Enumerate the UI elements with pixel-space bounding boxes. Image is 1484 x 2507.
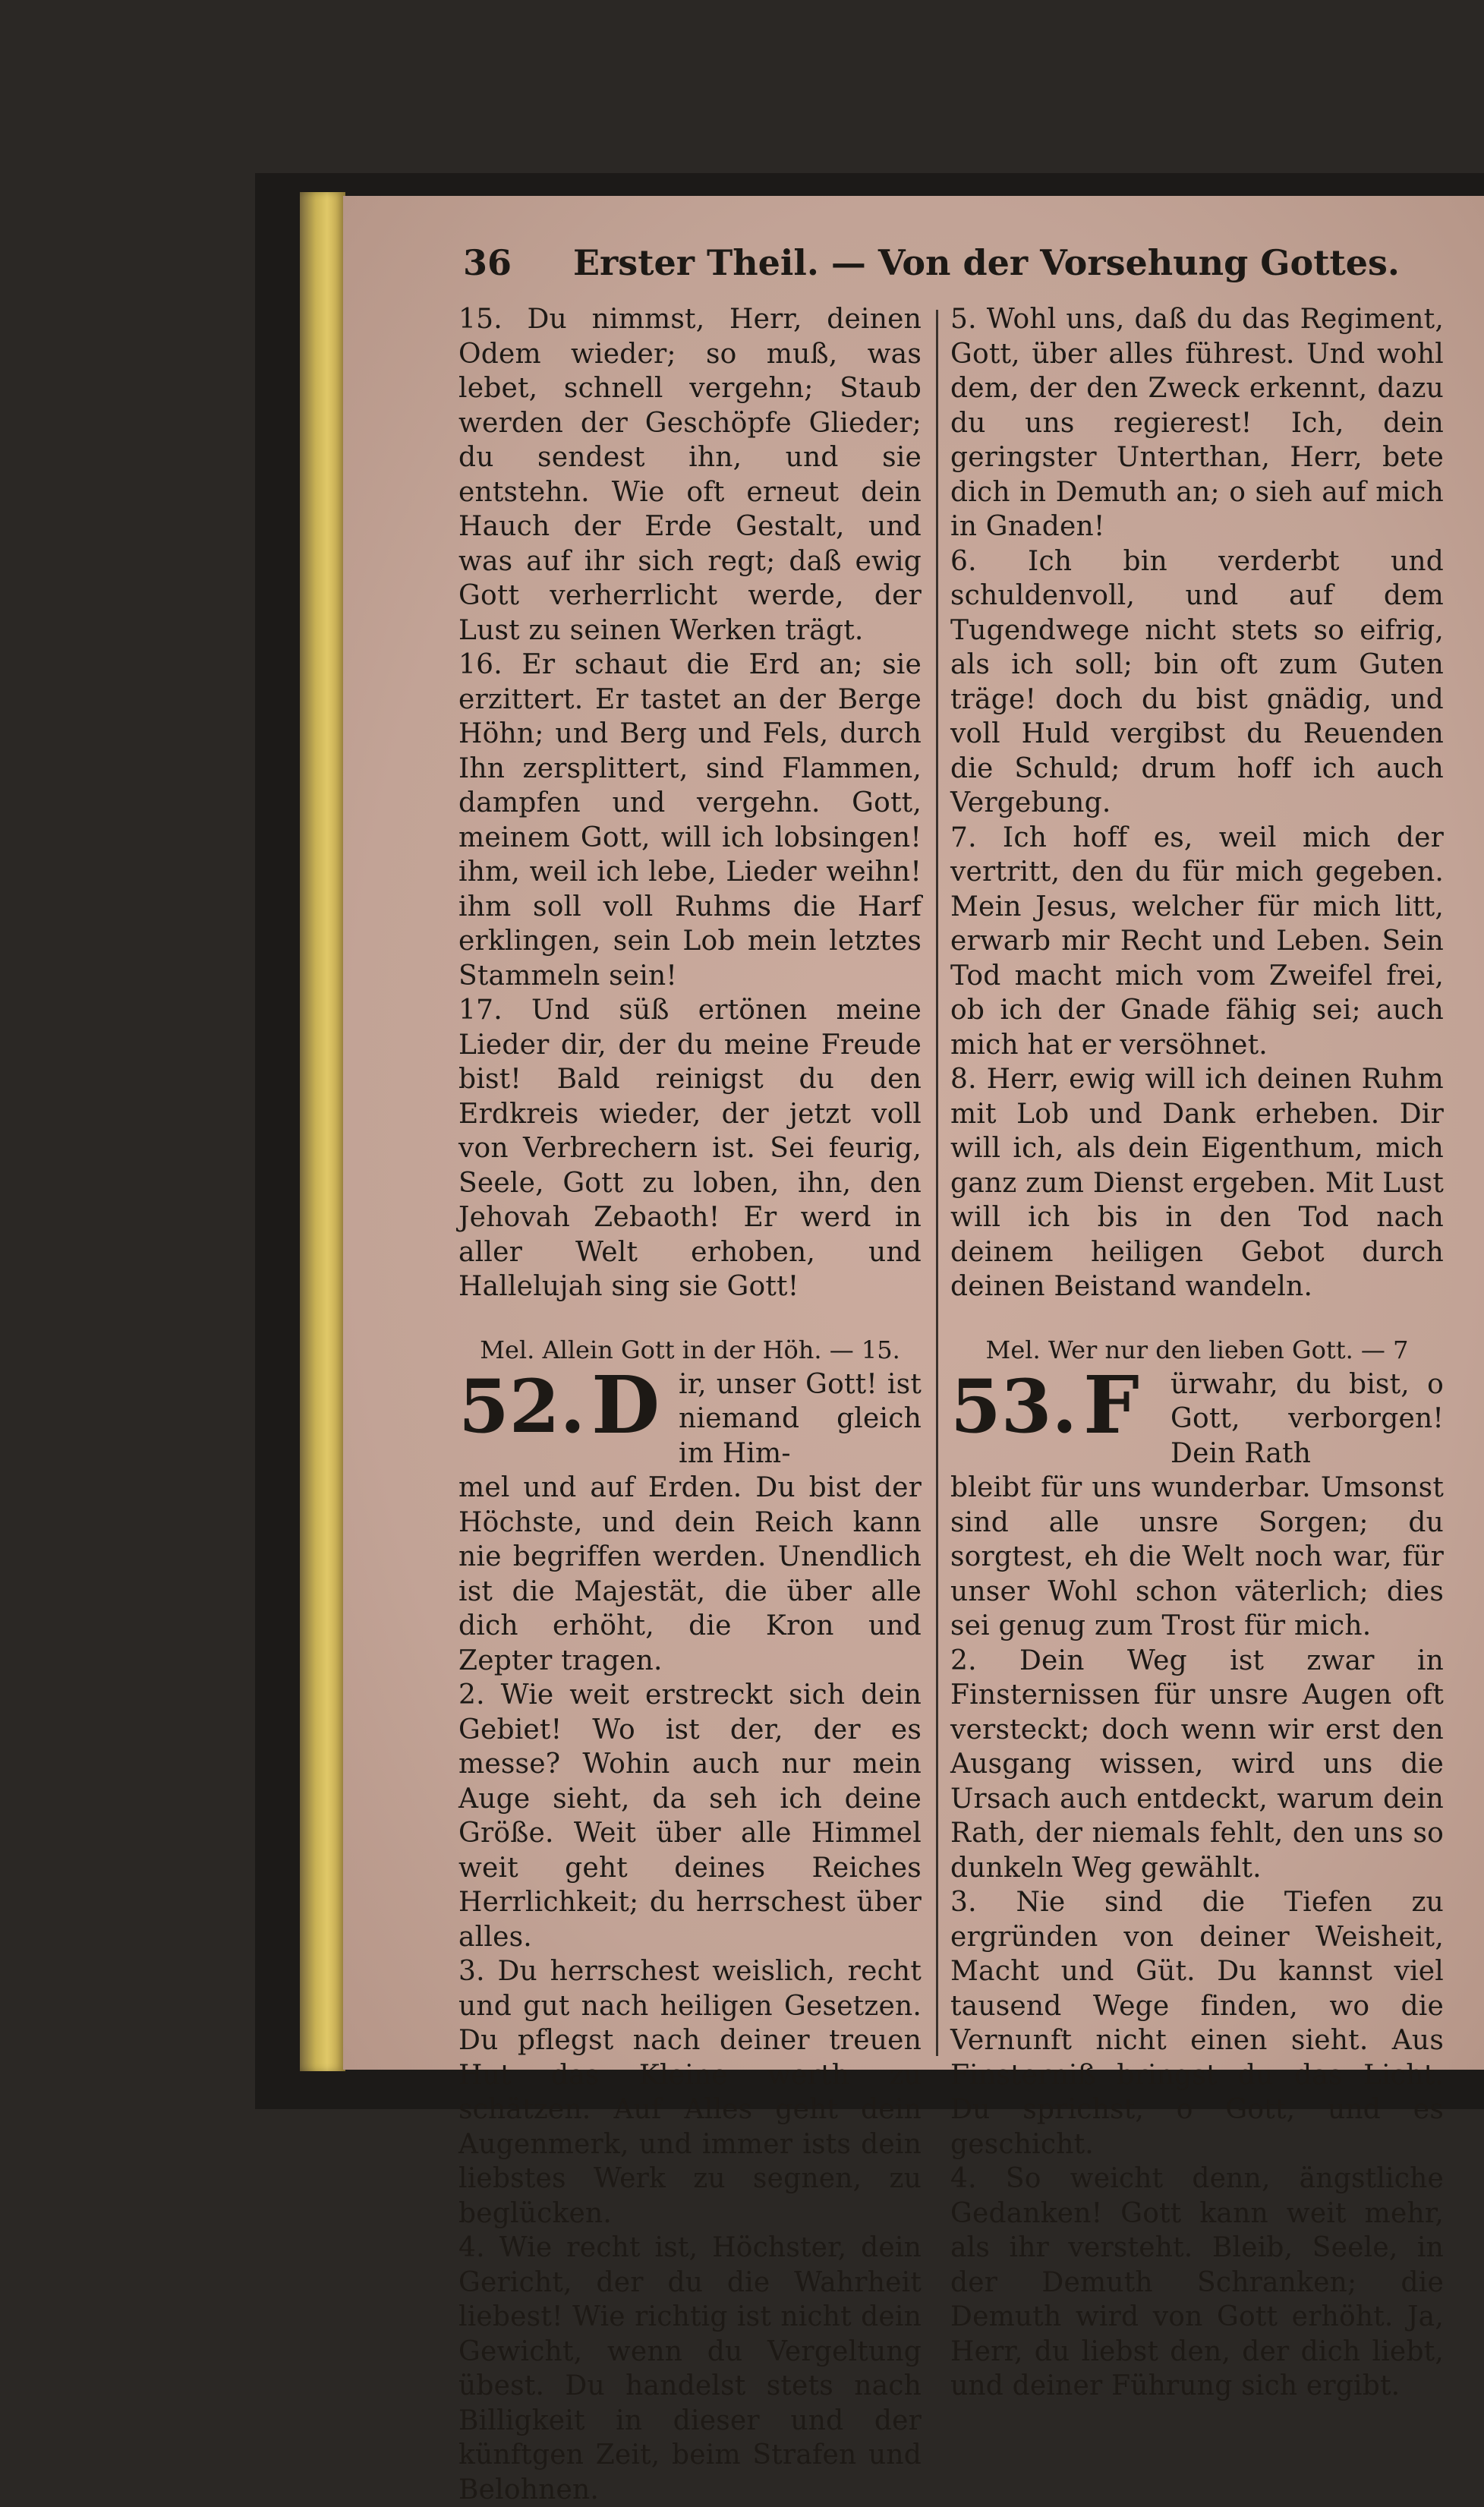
column-divider [936,310,938,2056]
hymn-52-verse-3: 3. Du herrschest weislich, recht und gut nach heiligen Gesetzen. Du pflegst nach deiner treuen Hut das Kleine werth zu schätzen. Auf Alles geht dein Augenmerk, und immer ists dein liebstes Werk zu segnen, zu beglücken. [458,1956,922,2229]
verse-6: 6. Ich bin verderbt und schuldenvoll, und auf dem Tugendwege nicht stets so eifrig, als ich soll; bin oft zum Guten träge! doch du bist gnädig, und voll Huld vergibst du Reuenden die Schuld; drum hoff ich auch Vergebung. [950,545,1444,818]
hymn-53-dropcap: F [1083,1358,1139,1452]
hymn-53-opening [950,1358,1444,1644]
page-number: 36 [463,242,512,283]
running-title: Erster Theil. — Von der Vorsehung Gottes. [573,242,1400,283]
hymn-52-dropcap: D [591,1358,660,1452]
hymn-53-verse-2: 2. Dein Weg ist zwar in Finsternissen für unsre Augen oft versteckt; doch wenn wir erst den Ausgang wissen, wird uns die Ursach auch entdeckt, warum dein Rath, der niemals fehlt, den uns so dunkeln Weg gewählt. [950,1645,1444,1884]
hymn-53-first-line: ürwahr, du bist, o Gott, verborgen! Dein Rath [1171,1368,1444,1469]
hymn-number-52: 52. [458,1363,586,1449]
hymn-52-first-line: ir, unser Gott! ist niemand gleich im Him- [679,1368,922,1469]
hymn-52-verse-2: 2. Wie weit erstreckt sich dein Gebiet! Wo ist der, der es messe? Wohin auch nur mein Auge sieht, da seh ich deine Größe. Weit über alle Himmel weit geht deines Reiches Herrlichkeit; du herrschest über alles. [458,1679,922,1953]
melody-line-52: Mel. Allein Gott in der Höh. — 15. [480,1335,900,1364]
hymn-52-opening [458,1358,922,1679]
left-column [458,302,922,2507]
verse-17: 17. Und süß ertönen meine Lieder dir, der du meine Freude bist! Bald reinigst du den Erdkreis wieder, der jetzt voll von Verbrechern ist. Sei feurig, Seele, Gott zu loben, ihn, den Jehovah Zebaoth! Er werd in aller Welt erhoben, und Hallelujah sing sie Gott! [458,995,922,1302]
hymn-52-verse-4: 4. Wie recht ist, Höchster, dein Gericht, der du die Wahrheit liebest! Wie richtig ist nicht dein Gewicht, wenn du Vergeltung übest. Du handelst stets nach Billigkeit in dieser und der künftgen Zeit, beim Strafen und Belohnen. [458,2232,922,2505]
verse-15: 15. Du nimmst, Herr, deinen Odem wieder; so muß, was lebet, schnell vergehn; Staub werden der Geschöpfe Glieder; du sendest ihn, und sie entstehn. Wie oft erneut dein Hauch der Erde Gestalt, und was auf ihr sich regt; daß ewig Gott verherrlicht werde, der Lust zu seinen Werken trägt. [458,304,922,646]
verse-7: 7. Ich hoff es, weil mich der vertritt, den du für mich gegeben. Mein Jesus, welcher für mich litt, erwarb mir Recht und Leben. Sein Tod macht mich vom Zweifel frei, ob ich der Gnade fähig sei; auch mich hat er versöhnet. [950,821,1444,1061]
verse-16: 16. Er schaut die Erd an; sie erzittert. Er tastet an der Berge Höhn; und Berg und Fels, durch Ihn zersplittert, sind Flammen, dampfen und vergehn. Gott, meinem Gott, will ich lobsingen! ihm, weil ich lebe, Lieder weihn! ihm soll voll Ruhms die Harf erklingen, sein Lob mein letztes Stammeln sein! [458,649,922,992]
hymn-52-verse-1: mel und auf Erden. Du bist der Höchste, und dein Reich kann nie begriffen werden. Unendlich ist die Majestät, die über alle dich erhöht, die Kron und Zepter tragen. [458,1472,922,1676]
hymn-53-verse-4: 4. So weicht denn, ängstliche Gedanken! Gott kann weit mehr, als ihr versteht. Bleib, Seele, in der Demuth Schranken; die Demuth wird von Gott erhöht. Ja, Herr, du liebst den, der dich liebt, und deiner Führung sich ergibt. [950,2163,1444,2401]
verse-8: 8. Herr, ewig will ich deinen Ruhm mit Lob und Dank erheben. Dir will ich, als dein Eigenthum, mich ganz zum Dienst ergeben. Mit Lust will ich bis in den Tod nach deinem heiligen Gebot durch deinen Beistand wandeln. [950,1064,1444,1302]
book-page [343,196,1484,2505]
hymn-53-verse-3: 3. Nie sind die Tiefen zu ergründen von deiner Weisheit, Macht und Güt. Du kannst viel tausend Wege finden, wo die Vernunft nicht einen sieht. Aus Finsterniß bringst du das Licht. Du sprichst, o Gott, und es geschicht. [950,1887,1444,2160]
melody-line-53: Mel. Wer nur den lieben Gott. — 7 [985,1335,1409,1364]
hymn-53-verse-1: bleibt für uns wunderbar. Umsonst sind alle unsre Sorgen; du sorgtest, eh die Welt noch war, für unser Wohl schon väterlich; dies sei genug zum Trost für mich. [950,1472,1444,1641]
verse-5: 5. Wohl uns, daß du das Regiment, Gott, über alles führest. Und wohl dem, der den Zweck erkennt, dazu du uns regierest! Ich, dein geringster Unterthan, Herr, bete dich in Demuth an; o sieh auf mich in Gnaden! [950,304,1444,542]
right-column [950,302,1444,2404]
hymn-number-53: 53. [950,1363,1078,1449]
page-edge-gilt [300,192,345,2071]
page-header [463,232,1450,293]
